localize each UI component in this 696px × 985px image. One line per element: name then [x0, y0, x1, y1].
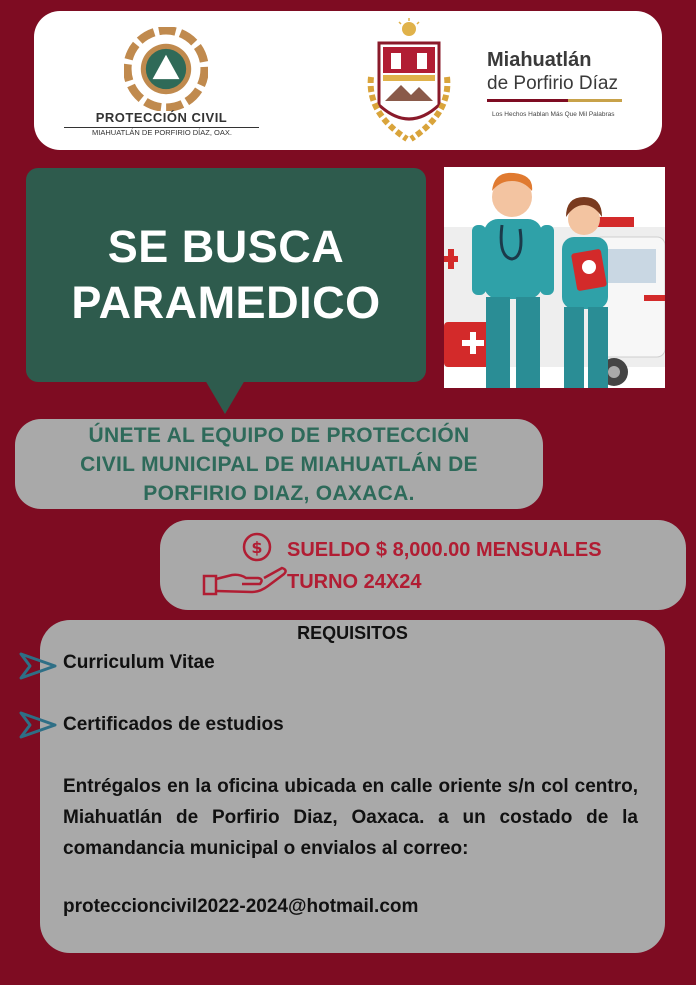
speech-bubble-tail	[205, 380, 245, 414]
requirement-item-certificates: Certificados de estudios	[63, 714, 284, 735]
svg-text:$: $	[251, 538, 263, 557]
requirement-item-cv: Curriculum Vitae	[63, 652, 215, 673]
headline-box	[26, 168, 426, 382]
requirements-title: REQUISITOS	[297, 623, 408, 643]
arrow-bullet-icon	[18, 651, 58, 681]
join-line-3: PORFIRIO DIAZ, OAXACA.	[143, 481, 415, 505]
requirements-box	[40, 620, 665, 953]
proteccion-civil-title: PROTECCIÓN CIVIL	[64, 110, 259, 128]
header-banner	[34, 11, 662, 150]
delivery-instructions: Entrégalos en la oficina ubicada en calle oriente s/n col centro, Miahuatlán de Porfirio Diaz, Oaxaca. a un costado de la comandancia municipal o envialos al correo:	[63, 776, 638, 859]
join-team-text	[80, 421, 478, 508]
paramedics-illustration-icon	[444, 167, 665, 388]
municipal-crest-icon	[361, 17, 457, 145]
salary-box	[160, 520, 686, 610]
salary-amount: SUELDO $ 8,000.00 MENSUALES	[287, 539, 602, 561]
headline-line-2: PARAMEDICO	[71, 277, 381, 328]
contact-email: proteccioncivil2022-2024@hotmail.com	[63, 896, 419, 917]
proteccion-civil-subtitle: MIAHUATLÁN DE PORFIRIO DÍAZ, OAX.	[92, 128, 232, 137]
municipality-divider	[487, 99, 622, 102]
join-team-box	[15, 419, 543, 509]
arrow-bullet-icon	[18, 710, 58, 740]
hand-money-icon	[202, 532, 288, 598]
municipality-slogan: Los Hechos Hablan Más Que Mil Palabras	[492, 111, 615, 118]
join-line-1: ÚNETE AL EQUIPO DE PROTECCIÓN	[88, 423, 470, 447]
municipality-name: Miahuatlán	[487, 49, 592, 71]
join-line-2: CIVIL MUNICIPAL DE MIAHUATLÁN DE	[80, 452, 478, 476]
proteccion-civil-logo-icon	[124, 27, 208, 111]
headline-line-1: SE BUSCA	[107, 221, 345, 272]
municipality-name-2: de Porfirio Díaz	[487, 73, 618, 94]
shift-info: TURNO 24X24	[287, 571, 422, 593]
